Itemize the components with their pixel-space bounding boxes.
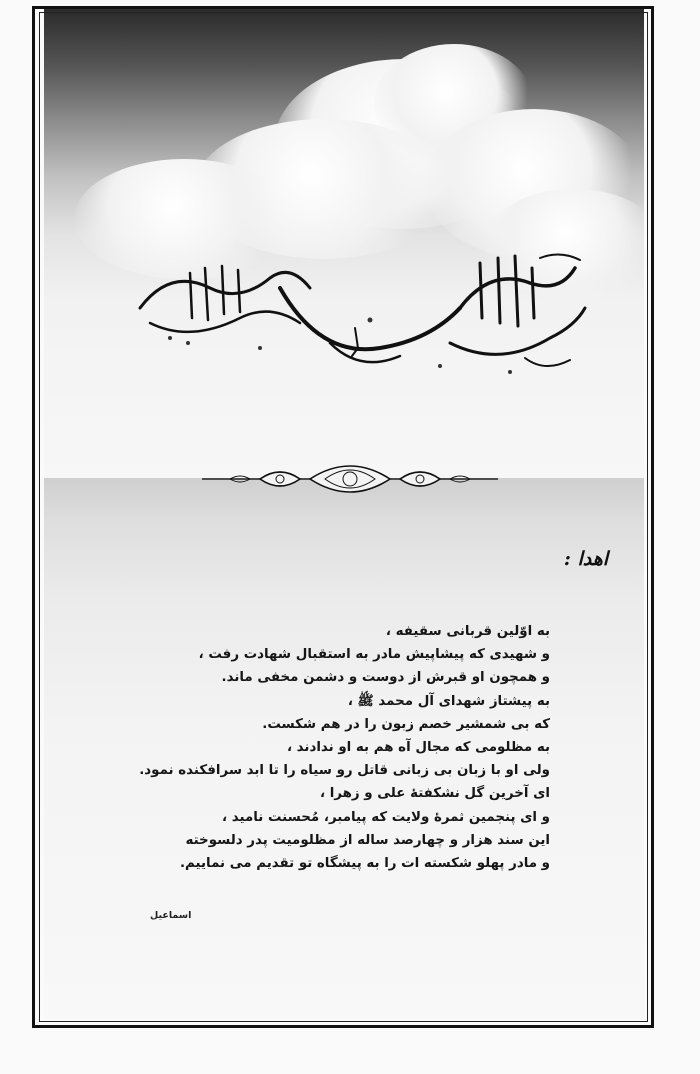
dedication-line: ولی او با زبان بی زبانی قاتل رو سیاه را تا ابد سرافکنده نمود. xyxy=(139,763,550,779)
dedication-line: به پیشتاز شهدای آل محمد ﷺ ، xyxy=(347,693,550,709)
dedication-line: این سند هزار و چهارصد ساله از مظلومیت پدر دلسوخته xyxy=(185,832,550,848)
dedication-line: و مادر پهلو شکسته ات را به پیشگاه تو تقدیم می نماییم. xyxy=(179,855,550,871)
dedication-line: و ای پنجمین ثمرهٔ ولایت که پیامبر، مُحسنت نامید ، xyxy=(222,809,550,825)
dedication-text xyxy=(100,620,550,875)
dedication-line: که بی شمشیر خصم زبون را در هم شکست. xyxy=(262,716,550,732)
dedication-line: و همچون او قبرش از دوست و دشمن مخفی ماند. xyxy=(221,670,550,686)
signature: اسماعیل xyxy=(150,910,192,921)
dedication-line: به مظلومی که مجال آه هم به او ندادند ، xyxy=(286,739,550,755)
dedication-line: ای آخرین گل نشکفتهٔ علی و زهرا ، xyxy=(319,786,550,802)
ornamental-divider xyxy=(200,455,500,503)
basmala-calligraphy xyxy=(130,248,590,388)
dedication-title: اهدا : xyxy=(563,548,608,570)
dedication-line: به اوّلین قربانی سقیفه ، xyxy=(385,624,550,639)
dedication-line: و شهیدی که پیشاپیش مادر به استقبال شهادت رفت ، xyxy=(198,647,550,663)
